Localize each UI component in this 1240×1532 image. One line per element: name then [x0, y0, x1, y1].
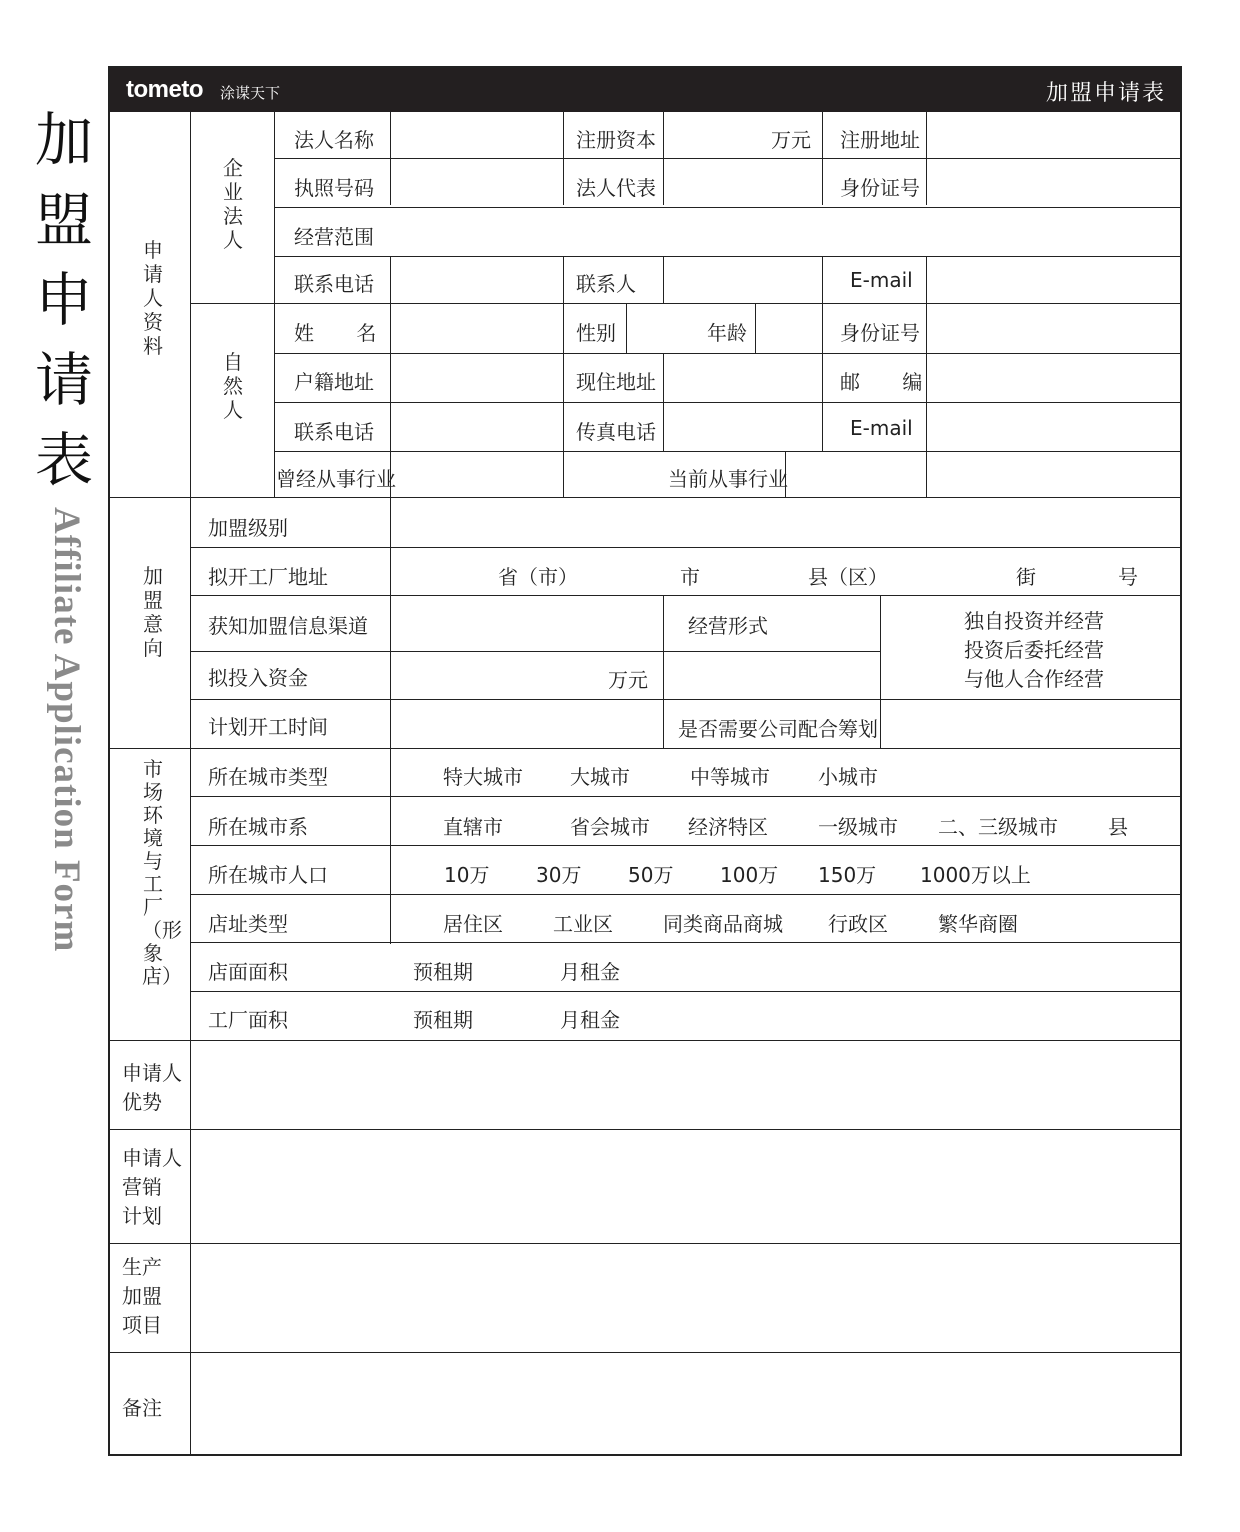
population-opt: 1000万以上	[920, 863, 1031, 887]
label-population: 所在城市人口	[208, 863, 328, 887]
label-invest-unit: 万元	[608, 668, 648, 692]
label-biz-form: 经营形式	[688, 614, 768, 638]
label-factory-area: 工厂面积	[208, 1008, 288, 1032]
marketing-line: 营销	[122, 1175, 162, 1199]
city-type-opt: 中等城市	[690, 765, 770, 789]
label-monthly-rent-factory: 月租金	[560, 1008, 620, 1032]
side-title-english: Affiliate Application Form	[46, 507, 87, 953]
marketing-line: 申请人	[122, 1146, 182, 1170]
brand-logo: tometo	[126, 76, 203, 103]
population-opt: 150万	[818, 863, 877, 887]
label-shop-area: 店面面积	[208, 960, 288, 984]
biz-option: 独自投资并经营	[964, 609, 1104, 633]
section-marketing	[122, 1144, 182, 1231]
label-need-support: 是否需要公司配合筹划	[678, 717, 878, 741]
label-postcode: 邮 编	[840, 370, 941, 394]
addr-province: 省（市）	[498, 565, 578, 589]
label-gender: 性别	[576, 321, 616, 345]
side-title	[32, 100, 96, 500]
addr-city: 市	[680, 565, 700, 589]
city-system-opt: 二、三级城市	[938, 815, 1058, 839]
label-legal-name: 法人名称	[294, 128, 374, 152]
label-contact-phone: 联系电话	[294, 272, 374, 296]
label-prev-industry: 曾经从事行业	[276, 467, 396, 491]
city-system-opt: 经济特区	[688, 815, 768, 839]
label-current-industry: 当前从事行业	[668, 467, 788, 491]
label-lease-period-factory: 预租期	[413, 1008, 473, 1032]
label-name: 姓 名	[294, 321, 395, 345]
label-household-addr: 户籍地址	[294, 370, 374, 394]
population-opt: 100万	[720, 863, 779, 887]
city-type-opt: 特大城市	[443, 765, 523, 789]
city-system-opt: 县	[1108, 815, 1128, 839]
label-id-no-person: 身份证号	[840, 321, 920, 345]
addr-street: 街	[1016, 565, 1036, 589]
site-type-opt: 同类商品商城	[663, 912, 783, 936]
production-line: 项目	[122, 1313, 162, 1337]
site-type-opt: 居住区	[443, 912, 503, 936]
label-email: E-mail	[850, 268, 913, 292]
label-license-no: 执照号码	[294, 176, 374, 200]
biz-option: 与他人合作经营	[964, 667, 1104, 691]
label-level: 加盟级别	[208, 516, 288, 540]
population-opt: 50万	[628, 863, 674, 887]
section-advantage	[122, 1059, 182, 1117]
label-fax: 传真电话	[576, 420, 656, 444]
label-legal-rep: 法人代表	[576, 176, 656, 200]
advantage-line: 优势	[122, 1090, 162, 1114]
side-title-char: 盟	[34, 186, 93, 254]
section-market: 市场环境与工厂（形象店）	[142, 757, 182, 988]
site-type-opt: 繁华商圈	[938, 912, 1018, 936]
side-title-char: 加	[34, 106, 93, 174]
advantage-line: 申请人	[122, 1061, 182, 1085]
city-type-opt: 小城市	[818, 765, 878, 789]
label-monthly-rent: 月租金	[560, 960, 620, 984]
city-type-opt: 大城市	[570, 765, 630, 789]
marketing-line: 计划	[122, 1204, 162, 1228]
addr-county: 县（区）	[808, 565, 888, 589]
label-email-person: E-mail	[850, 416, 913, 440]
brand-logo-cn: 涂谋天下	[220, 84, 281, 102]
biz-option: 投资后委托经营	[964, 638, 1104, 662]
site-type-opt: 工业区	[553, 912, 613, 936]
section-intent: 加盟意向	[143, 564, 163, 660]
population-opt: 30万	[536, 863, 582, 887]
label-wan-yuan: 万元	[771, 128, 811, 152]
production-line: 生产	[122, 1255, 162, 1279]
label-city-system: 所在城市系	[208, 815, 308, 839]
label-start-time: 计划开工时间	[208, 715, 328, 739]
label-id-no: 身份证号	[840, 176, 920, 200]
city-system-opt: 省会城市	[570, 815, 650, 839]
label-factory-addr: 拟开工厂地址	[208, 565, 328, 589]
label-reg-address: 注册地址	[840, 128, 920, 152]
label-contact-person: 联系人	[576, 272, 636, 296]
label-contact-phone-person: 联系电话	[294, 420, 374, 444]
city-system-opt: 直辖市	[443, 815, 503, 839]
label-site-type: 店址类型	[208, 912, 288, 936]
side-title-char: 表	[34, 426, 93, 494]
label-current-addr: 现住地址	[576, 370, 656, 394]
site-type-opt: 行政区	[828, 912, 888, 936]
group-company: 企业法人	[223, 156, 243, 252]
side-title-char: 请	[34, 346, 93, 414]
group-person: 自然人	[223, 350, 243, 422]
addr-number: 号	[1118, 565, 1138, 589]
section-remarks: 备注	[122, 1396, 162, 1420]
form-title: 加盟申请表	[1045, 81, 1166, 106]
city-system-opt: 一级城市	[818, 815, 898, 839]
form-grid	[108, 66, 1182, 1456]
section-production	[122, 1253, 162, 1340]
section-applicant: 申请人资料	[143, 238, 163, 358]
label-business-scope: 经营范围	[294, 225, 374, 249]
population-opt: 10万	[444, 863, 490, 887]
label-reg-capital: 注册资本	[576, 128, 656, 152]
label-city-type: 所在城市类型	[208, 765, 328, 789]
production-line: 加盟	[122, 1284, 162, 1308]
side-title-char: 申	[34, 266, 93, 334]
label-age: 年龄	[707, 321, 747, 345]
label-invest: 拟投入资金	[208, 666, 308, 690]
biz-form-options	[964, 607, 1104, 694]
label-info-channel: 获知加盟信息渠道	[208, 614, 368, 638]
label-lease-period: 预租期	[413, 960, 473, 984]
